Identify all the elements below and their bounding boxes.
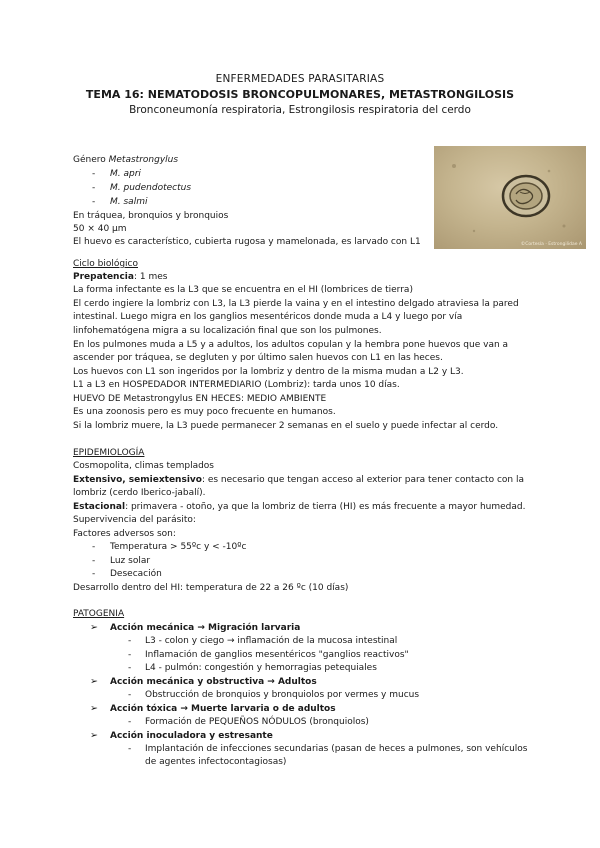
patogenia-group-label: Acción mecánica y obstructiva → Adultos (110, 677, 317, 687)
patogenia-group-label: Acción tóxica → Muerte larvaria o de adultos (110, 704, 336, 714)
patogenia-item-cont: de agentes infectocontagiosas) (145, 757, 287, 767)
bullet-dash: - (128, 650, 132, 660)
bullet-dash: - (92, 197, 96, 207)
patogenia-item: L3 - colon y ciego → inflamación de la mucosa intestinal (145, 636, 398, 646)
genus-name: Metastrongylus (108, 155, 179, 165)
genus-location: En tráquea, bronquios y bronquios (73, 211, 229, 221)
photo-credit: ©Cortesía · Estrongilidae A (520, 242, 582, 247)
species-item: M. salmi (110, 197, 148, 207)
patogenia-group-label: Acción mecánica → Migración larvaria (110, 623, 301, 633)
patogenia-item: Obstrucción de bronquios y bronquiolos por vermes y mucus (145, 690, 420, 700)
prepatencia-line (73, 272, 167, 283)
ciclo-line: ascender por tráquea, se degluten y por último salen huevos con L1 en las heces. (73, 353, 443, 363)
epi-line: Supervivencia del parásito: (73, 515, 196, 525)
genus-prefix: Género (73, 155, 109, 165)
egg-micrograph (434, 146, 586, 249)
bullet-dash: - (128, 744, 132, 754)
prepatencia-value: : 1 mes (133, 272, 168, 282)
bullet-dash: - (92, 542, 96, 552)
extensivo-line-2: lombriz (cerdo Iberico-jabalí). (73, 488, 206, 498)
ciclo-line: L1 a L3 en HOSPEDADOR INTERMEDIARIO (Lombriz): tarda unos 10 días. (73, 380, 400, 390)
estacional-label: Estacional (73, 502, 126, 512)
ciclo-line: Es una zoonosis pero es muy poco frecuente en humanos. (73, 407, 336, 417)
patogenia-item: Formación de PEQUEÑOS NÓDULOS (bronquiolos) (145, 717, 369, 727)
section-title-ciclo: Ciclo biológico (73, 259, 138, 269)
egg-illustration (434, 146, 586, 249)
egg-description: El huevo es característico, cubierta rugosa y mamelonada, es larvado con L1 (73, 237, 421, 247)
ciclo-line: intestinal. Luego migra en los ganglios mesentéricos donde muda a L4 y luego por vía (73, 312, 463, 322)
ciclo-line: El cerdo ingiere la lombriz con L3, la L3 pierde la vaina y en el intestino delgado atraviesa la pared (73, 299, 519, 309)
bullet-dash: - (92, 169, 96, 179)
bullet-dash: - (92, 183, 96, 193)
factor-item: Temperatura > 55ºc y < -10ºc (110, 542, 247, 552)
bullet-dash: - (128, 636, 132, 646)
ciclo-line: La forma infectante es la L3 que se encuentra en el HI (lombrices de tierra) (73, 285, 413, 295)
factor-item: Luz solar (110, 556, 151, 566)
arrow-bullet-icon: ➢ (90, 622, 98, 633)
extensivo-text: : es necesario que tengan acceso al exterior para tener contacto con la (201, 475, 524, 485)
arrow-bullet-icon: ➢ (90, 703, 98, 714)
patogenia-item: L4 - pulmón: congestión y hemorragias petequiales (145, 663, 377, 673)
bullet-dash: - (92, 569, 96, 579)
ciclo-line: HUEVO DE Metastrongylus EN HECES: MEDIO AMBIENTE (73, 394, 327, 404)
extensivo-label: Extensivo, semiextensivo (73, 475, 202, 485)
factor-item: Desecación (110, 569, 162, 579)
ciclo-line: Si la lombriz muere, la L3 puede permanecer 2 semanas en el suelo y puede infectar al cerdo. (73, 421, 499, 431)
section-title-epidemiologia: EPIDEMIOLOGÍA (73, 448, 145, 458)
bullet-dash: - (128, 717, 132, 727)
genus-line (73, 155, 178, 166)
ciclo-line: linfohematógena migra a su localización final que son los pulmones. (73, 326, 382, 336)
prepatencia-label: Prepatencia (73, 272, 134, 282)
bullet-dash: - (128, 690, 132, 700)
patogenia-item: Implantación de infecciones secundarias (pasan de heces a pulmones, son vehículos (145, 744, 528, 754)
patogenia-group-label: Acción inoculadora y estresante (110, 731, 273, 741)
epi-line: Desarrollo dentro del HI: temperatura de 22 a 26 ºc (10 días) (73, 583, 349, 593)
arrow-bullet-icon: ➢ (90, 730, 98, 741)
species-item: M. pudendotectus (110, 183, 192, 193)
topic-subtitle: Bronconeumonía respiratoria, Estrongilosis respiratoria del cerdo (129, 104, 471, 116)
topic-title: TEMA 16: NEMATODOSIS BRONCOPULMONARES, METASTRONGILOSIS (85, 88, 515, 101)
estacional-line (73, 502, 525, 513)
arrow-bullet-icon: ➢ (90, 676, 98, 687)
bullet-dash: - (92, 556, 96, 566)
bullet-dash: - (128, 663, 132, 673)
ciclo-line: Los huevos con L1 son ingeridos por la lombriz y dentro de la misma mudan a L2 y L3. (73, 367, 464, 377)
course-title: ENFERMEDADES PARASITARIAS (215, 73, 385, 85)
ciclo-line: En los pulmones muda a L5 y a adultos, los adultos copulan y la hembra pone huevos que van a (73, 340, 509, 350)
estacional-text: : primavera - otoño, ya que la lombriz de tierra (HI) es más frecuente a mayor humedad. (125, 502, 526, 512)
patogenia-item: Inflamación de ganglios mesentéricos "ganglios reactivos" (145, 650, 409, 660)
species-item: M. apri (110, 169, 141, 179)
extensivo-line (73, 475, 524, 486)
epi-line: Cosmopolita, climas templados (73, 461, 214, 471)
epi-line: Factores adversos son: (73, 529, 176, 539)
section-title-patogenia: PATOGENIA (73, 609, 125, 619)
egg-size: 50 × 40 μm (73, 224, 127, 234)
